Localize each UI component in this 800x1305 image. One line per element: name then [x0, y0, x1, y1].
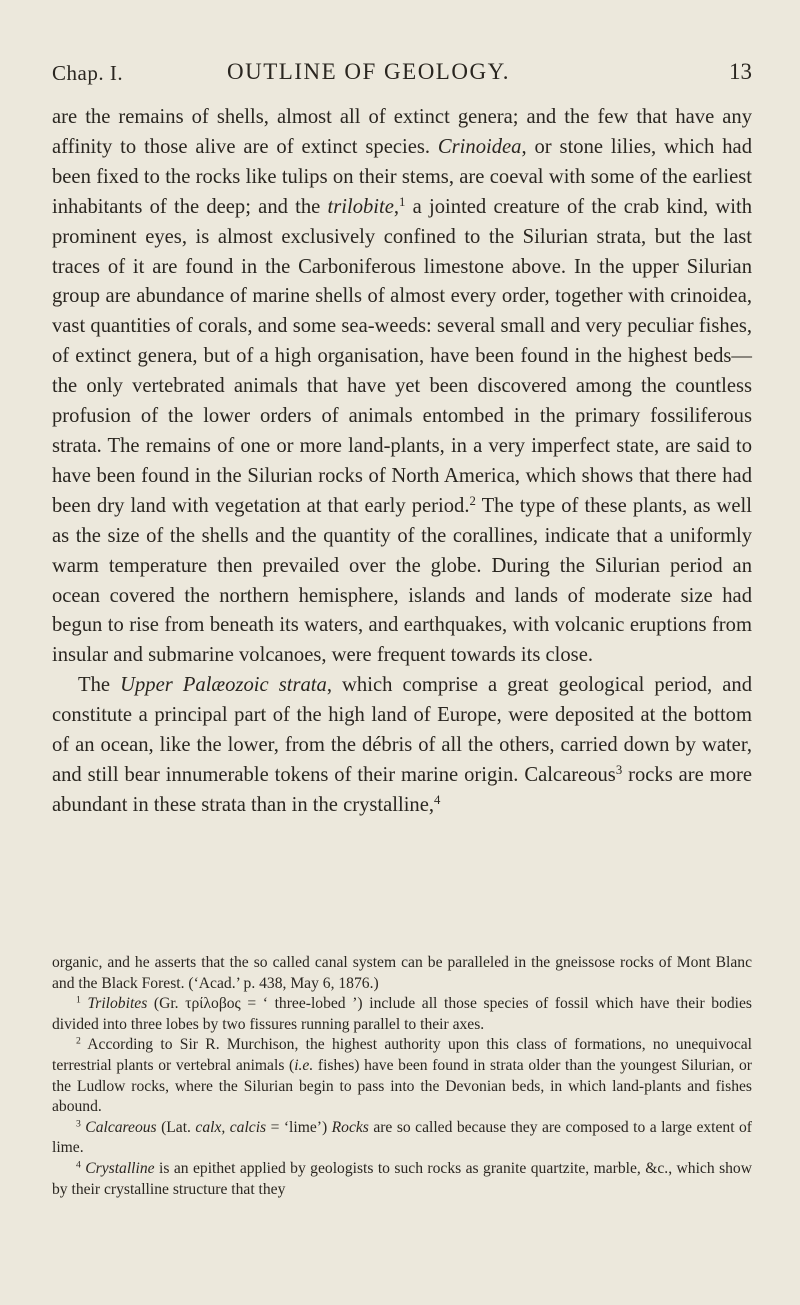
- text-run: (Lat.: [156, 1118, 196, 1136]
- italic-term: i.e.: [294, 1056, 314, 1074]
- footnotes: [52, 953, 752, 1200]
- italic-term: Crinoidea: [437, 135, 522, 158]
- footnote-ref: 1: [399, 194, 406, 209]
- footnote-continuation: organic, and he asserts that the so called canal system can be paralleled in the gneissose rocks of Mont Blanc and the Black Forest. (‘Acad.’ p. 438, May 6, 1876.): [52, 954, 752, 992]
- text-run: a jointed creature of the crab kind, with prominent eyes, is almost exclusively confined to the Silurian strata, but the last traces of it are found in the Carboniferous limestone above. In the upper Silurian group are abundance of marine shells of almost every order, together with crinoidea, vast quantities of corals, and some sea-weeds: several small and very peculiar fishes, of extinct genera, but of a high organisation, have been found in the highest beds—the only vertebrated animals that have yet been discovered among the countless profusion of the lower orders of animals entombed in the primary fossiliferous strata. The remains of one or more land-plants, in a very imperfect state, are said to have been found in the Silurian rocks of North America, which shows that there had been dry land with vegetation at that early period.: [52, 195, 752, 517]
- footnote-3: [52, 1118, 752, 1159]
- text-run: are the remains of shells, almost all of extinct genera; and the few that have any affinity to those alive are of extinct species.: [52, 106, 752, 158]
- italic-term: Crystalline: [85, 1159, 155, 1177]
- text-run: is an epithet applied by geologists to such rocks as granite quartzite, marble, &c., which show by their crystalline structure that they: [52, 1159, 752, 1198]
- italic-term: Calcareous: [85, 1118, 157, 1136]
- italic-term: calx, calcis: [195, 1118, 267, 1136]
- text-run: According to Sir R. Murchison, the highest authority upon this class of formations, no unequivocal terrestrial plants or vertebral animals (: [52, 1036, 752, 1074]
- main-text: [52, 103, 752, 821]
- italic-term: trilobite: [327, 195, 394, 218]
- footnote-number: 2: [76, 1036, 81, 1048]
- footnote-2: [52, 1035, 752, 1117]
- footnote-ref: 2: [469, 493, 476, 508]
- footnote-ref: 4: [434, 792, 441, 807]
- italic-term: Rocks: [331, 1118, 369, 1136]
- footnote-number: 4: [76, 1159, 81, 1171]
- text-run: , or stone lilies, which had been fixed to the rocks like tulips on their stems, are coeval with some of the earliest inhabitants of the deep; and the: [52, 135, 752, 218]
- footnote-1: [52, 994, 752, 1035]
- paragraph: [52, 671, 752, 821]
- page-number: 13: [729, 59, 752, 84]
- text-run: rocks are more abundant in these strata than in the crystalline,: [52, 763, 752, 816]
- text-run: are so called because they are composed to a large extent of lime.: [52, 1118, 752, 1157]
- paragraph: are the remains of shells, almost all of extinct genera; and the few that have any affinity to those alive are of extinct species. Crinoidea, or stone lilies, which had been fixed to the rocks like tulips on their stems, are coeval with some of the earliest inhabitants of the deep; and the trilobite,$^1$ a jointed creature of the crab kind, with prominent eyes, is almost exclusively confined to the Silurian strata, but the last traces of it are found in the Carboniferous limestone above. In the upper Silurian group are abundance of marine shells of almost every order, together with crinoidea, vast quantities of corals, and some sea-weeds: several small and very peculiar fishes, of extinct genera, but of a high organisation, have been found in the highest beds—the only vertebrated animals that have yet been discovered among the countless profusion of the lower orders of animals entombed in the primary fossiliferous strata. The remains of one or more land-plants, in a very imperfect state, are said to have been found in the Silurian rocks of North America, which shows that there had been dry land with vegetation at that early period.$^2$ The type of these plants, as well as the size of the shells and the quantity of the corallines, indicate that a uniformly warm temperature then prevailed over the globe. During the Silurian period an ocean covered the northern hemisphere, islands and lands of moderate size had begun to rise from beneath its waters, and earthquakes, with volcanic eruptions from insular and submarine volcanoes, were frequent towards its close.: [52, 106, 752, 667]
- text-run: (Gr. τρίλοβος = ‘ three-lobed ’) include all those species of fossil which have their bodies divided into three lobes by two fissures running parallel to their axes.: [52, 995, 752, 1033]
- text-run: , which comprise a great geological period, and constitute a principal part of the high land of Europe, were deposited at the bottom of an ocean, like the lower, from the débris of all the others, carried down by water, and still bear innumerable tokens of their marine origin. Calcareous: [52, 674, 752, 786]
- chapter-label: Chap. I.: [52, 61, 124, 85]
- text-run: The: [78, 674, 121, 697]
- running-title: OUTLINE OF GEOLOGY.: [227, 59, 510, 84]
- footnote-ref: 3: [615, 762, 623, 777]
- footnote-number: 3: [76, 1118, 81, 1130]
- footnote-4: [52, 1159, 752, 1200]
- italic-term: Trilobites: [87, 995, 148, 1013]
- italic-term: Upper Palæozoic strata: [120, 674, 327, 697]
- text-run: fishes) have been found in strata older than the youngest Silurian, or the Ludlow rocks, where the Silurian begin to pass into the Devonian beds, in which land-plants and fishes abound.: [52, 1056, 752, 1116]
- text-run: = ‘lime’): [266, 1118, 332, 1136]
- text-run: The type of these plants, as well as the size of the shells and the quantity of the corallines, indicate that a uniformly warm temperature then prevailed over the globe. During the Silurian period an ocean covered the northern hemisphere, islands and lands of moderate size had begun to rise from beneath its waters, and earthquakes, with volcanic eruptions from insular and submarine volcanoes, were frequent towards its close.: [52, 494, 752, 667]
- running-head: [52, 55, 752, 89]
- footnote-number: 1: [76, 994, 81, 1006]
